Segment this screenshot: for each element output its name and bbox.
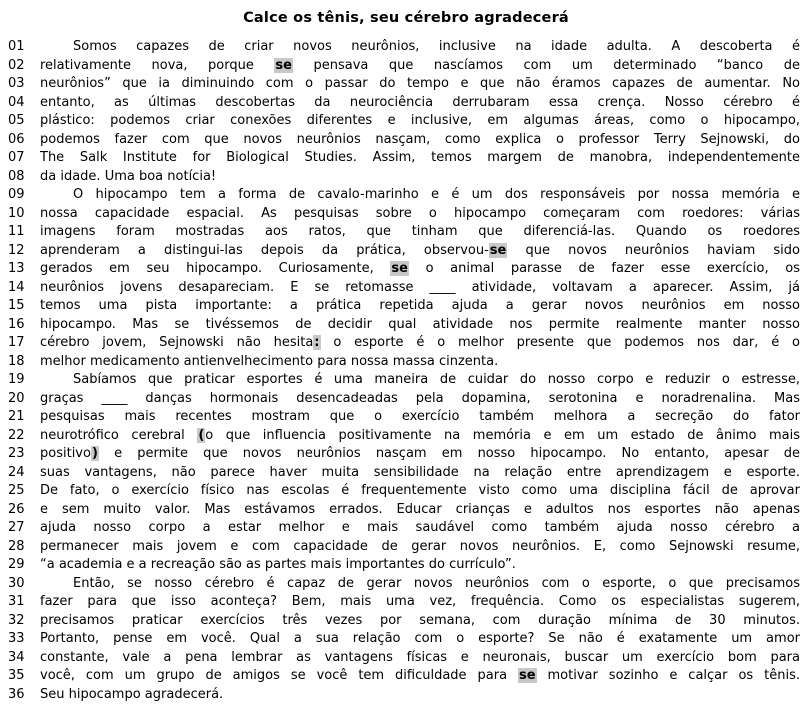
line-text: [40, 242, 800, 261]
text-line: [0, 38, 812, 57]
text-line: [0, 667, 812, 686]
text-line: [0, 168, 812, 187]
line-number: 28: [8, 538, 25, 554]
text-line: [0, 57, 812, 76]
text-line: [0, 353, 812, 372]
text-line: [0, 575, 812, 594]
text-segment: gerados em seu hipocampo. Curiosamente,: [40, 261, 391, 276]
text-segment: pesquisas mais recentes mostram que o exercício também melhora a secreção do fator: [40, 409, 800, 424]
text-segment: ajuda nosso corpo a estar melhor e mais saudável como também ajuda nosso cérebro a: [40, 520, 800, 535]
text-line: [0, 186, 812, 205]
text-line: [0, 297, 812, 316]
line-text: [40, 205, 800, 224]
line-text: [40, 630, 800, 649]
text-line: [0, 205, 812, 224]
text-line: [0, 612, 812, 631]
line-text: [40, 297, 800, 316]
line-number: 10: [8, 205, 25, 221]
line-text: [40, 408, 800, 427]
highlighted-term: :: [314, 335, 320, 350]
text-segment: imagens foram mostradas aos ratos, que tinham que diferenciá-las. Quando os roedores: [40, 224, 800, 239]
text-segment: relativamente nova, porque: [40, 57, 275, 73]
text-segment: Sabíamos que praticar esportes é uma maneira de cuidar do nosso corpo e reduzir o estresse,: [73, 372, 800, 387]
line-text: [40, 94, 800, 113]
line-text: [40, 316, 800, 335]
line-number: 32: [8, 612, 25, 628]
text-line: [0, 427, 812, 446]
line-text: [40, 260, 800, 279]
line-text: [40, 538, 800, 557]
line-text: [40, 519, 800, 538]
line-number: 29: [8, 557, 25, 572]
line-text: [40, 112, 800, 131]
line-text: [40, 593, 800, 612]
text-segment: neurotrófico cerebral: [40, 427, 198, 443]
text-segment: O hipocampo tem a forma de cavalo-marinho e é um dos responsáveis por nossa memória e: [73, 187, 800, 202]
text-line: [0, 316, 812, 335]
line-text: [40, 149, 800, 168]
line-text: [40, 186, 800, 205]
text-segment: The Salk Institute for Biological Studies. Assim, temos margem de manobra, independentemente: [40, 150, 800, 165]
line-text: [40, 223, 800, 242]
line-number: 24: [8, 464, 25, 480]
page-title: Calce os tênis, seu cérebro agradecerá: [243, 10, 569, 26]
line-number: 09: [8, 187, 25, 202]
text-segment: cérebro jovem, Sejnowski não hesita: [40, 335, 314, 350]
line-number: 21: [8, 409, 25, 424]
text-line: [0, 279, 812, 298]
text-segment: pensava que nascíamos com um determinado “banco de: [292, 57, 800, 73]
text-line: [0, 630, 812, 649]
text-segment: positivo: [40, 446, 91, 461]
text-segment: neurônios jovens desapareciam. E se retomasse ____ atividade, voltavam a aparecer. Assim, já: [40, 279, 800, 295]
text-line: [0, 149, 812, 168]
line-number: 36: [8, 686, 25, 702]
text-line: [0, 538, 812, 557]
line-number: 13: [8, 261, 25, 276]
text-segment: permanecer mais jovem e com capacidade de gerar novos neurônios. E, como Sejnowski resume,: [40, 538, 800, 554]
text-segment: neurônios” que ia diminuindo com o passar do tempo e que não éramos capazes de aumentar. No: [40, 76, 800, 91]
text-segment: aprenderam a distingui-las depois da prática, observou-: [40, 242, 489, 258]
text-line: [0, 223, 812, 242]
highlighted-term: se: [489, 242, 507, 258]
line-text: [40, 649, 800, 668]
text-line: [0, 75, 812, 94]
text-segment: o que influencia positivamente na memória e em um estado de ânimo mais: [205, 427, 800, 443]
highlighted-term: (: [198, 427, 205, 443]
text-line: [0, 686, 812, 705]
line-number: 05: [8, 113, 25, 128]
line-text: [40, 482, 800, 501]
line-number: 14: [8, 279, 25, 295]
line-number: 08: [8, 168, 25, 184]
line-number: 16: [8, 316, 25, 332]
text-segment: Portanto, pense em você. Qual a sua relação com o esporte? Se não é exatamente um amor: [40, 631, 800, 646]
line-text: [40, 279, 800, 298]
text-segment: Somos capazes de criar novos neurônios, inclusive na idade adulta. A descoberta é: [73, 39, 800, 54]
line-number: 01: [8, 39, 25, 54]
text-segment: De fato, o exercício físico nas escolas é frequentemente visto como uma disciplina fácil de aprovar: [40, 483, 800, 498]
line-number: 12: [8, 242, 25, 258]
text-segment: e sem muito valor. Mas estávamos errados. Educar crianças e adultos nos esportes não apenas: [40, 501, 800, 517]
line-number: 18: [8, 353, 25, 369]
text-line: [0, 131, 812, 150]
line-text: [40, 427, 800, 446]
text-segment: fazer para que isso aconteça? Bem, mais uma vez, frequência. Como os especialistas sugerem,: [40, 594, 800, 609]
text-segment: e permite que novos neurônios nasçam em nosso hipocampo. No entanto, apesar de: [98, 446, 800, 461]
text-body: [0, 38, 812, 704]
text-line: [0, 112, 812, 131]
line-number: 25: [8, 483, 25, 498]
line-number: 19: [8, 372, 25, 387]
text-segment: graças ____ danças hormonais desencadeadas pela dopamina, serotonina e noradrenalina. Mas: [40, 390, 800, 406]
text-segment: suas vantagens, não parece haver muita sensibilidade na relação entre aprendizagem e esporte.: [40, 464, 800, 480]
line-text: [40, 556, 800, 575]
line-text: [40, 334, 800, 353]
text-line: [0, 556, 812, 575]
text-segment: hipocampo. Mas se tivéssemos de decidir qual atividade nos permite realmente manter nosso: [40, 316, 800, 332]
line-number: 03: [8, 76, 25, 91]
highlighted-term: se: [391, 261, 408, 276]
line-number: 26: [8, 501, 25, 517]
text-segment: precisamos praticar exercícios três vezes por semana, com duração mínima de 30 minutos.: [40, 612, 800, 628]
text-line: [0, 464, 812, 483]
text-segment: o esporte é o melhor presente que podemos nos dar, é o: [320, 335, 800, 350]
text-line: [0, 593, 812, 612]
text-segment: você, com um grupo de amigos se você tem dificuldade para: [40, 668, 518, 683]
line-text: [40, 575, 800, 594]
text-line: [0, 482, 812, 501]
line-number: 22: [8, 427, 25, 443]
text-line: [0, 94, 812, 113]
line-number: 06: [8, 131, 25, 147]
line-number: 15: [8, 298, 25, 313]
text-segment: plástico: podemos criar conexões diferentes e inclusive, em algumas áreas, como o hipocampo,: [40, 113, 800, 128]
line-text: [40, 464, 800, 483]
line-number: 04: [8, 94, 25, 110]
line-text: [40, 501, 800, 520]
text-line: [0, 445, 812, 464]
highlighted-term: se: [275, 57, 292, 73]
line-number: 34: [8, 649, 25, 665]
line-text: [40, 57, 800, 76]
text-segment: que novos neurônios haviam sido: [507, 242, 800, 258]
line-number: 02: [8, 57, 25, 73]
text-segment: Seu hipocampo agradecerá.: [40, 686, 224, 702]
text-segment: constante, vale a pena lembrar as vantagens físicas e neuronais, buscar um exercício bom para: [40, 649, 800, 665]
line-number: 11: [8, 224, 25, 239]
text-segment: entanto, as últimas descobertas da neurociência derrubaram essa crença. Nosso cérebro é: [40, 94, 800, 110]
line-number: 07: [8, 150, 25, 165]
line-number: 20: [8, 390, 25, 406]
line-text: [40, 612, 800, 631]
highlighted-term: ): [91, 446, 98, 461]
text-line: [0, 334, 812, 353]
line-text: [40, 390, 800, 409]
text-segment: temos uma pista importante: a prática repetida ajuda a gerar novos neurônios em nosso: [40, 298, 800, 313]
text-segment: o animal parasse de fazer esse exercício, os: [408, 261, 800, 276]
text-line: [0, 649, 812, 668]
text-segment: melhor medicamento antienvelhecimento para nossa massa cinzenta.: [40, 353, 499, 369]
line-text: [40, 168, 800, 187]
text-line: [0, 371, 812, 390]
line-text: [40, 686, 800, 705]
line-number: 17: [8, 335, 25, 350]
line-text: [40, 38, 800, 57]
line-number: 30: [8, 575, 25, 591]
line-number: 23: [8, 446, 25, 461]
text-line: [0, 390, 812, 409]
line-text: [40, 371, 800, 390]
text-line: [0, 501, 812, 520]
text-segment: da idade. Uma boa notícia!: [40, 168, 217, 184]
text-line: [0, 519, 812, 538]
line-text: [40, 75, 800, 94]
text-segment: Então, se nosso cérebro é capaz de gerar novos neurônios com o esporte, o que precisamos: [73, 575, 800, 591]
text-segment: nossa capacidade espacial. As pesquisas sobre o hipocampo começaram com roedores: várias: [40, 205, 800, 221]
line-text: [40, 353, 800, 372]
text-line: [0, 260, 812, 279]
line-number: 35: [8, 668, 25, 683]
text-line: [0, 242, 812, 261]
highlighted-term: se: [519, 668, 536, 683]
text-segment: “a academia e a recreação são as partes mais importantes do currículo”.: [40, 557, 516, 572]
line-number: 33: [8, 631, 25, 646]
text-segment: podemos fazer com que novos neurônios nasçam, como explica o professor Terry Sejnowski, do: [40, 131, 800, 147]
line-text: [40, 667, 800, 686]
line-text: [40, 445, 800, 464]
text-segment: motivar sozinho e calçar os tênis.: [536, 668, 800, 683]
line-number: 27: [8, 520, 25, 535]
line-text: [40, 131, 800, 150]
text-line: [0, 408, 812, 427]
line-number: 31: [8, 594, 25, 609]
